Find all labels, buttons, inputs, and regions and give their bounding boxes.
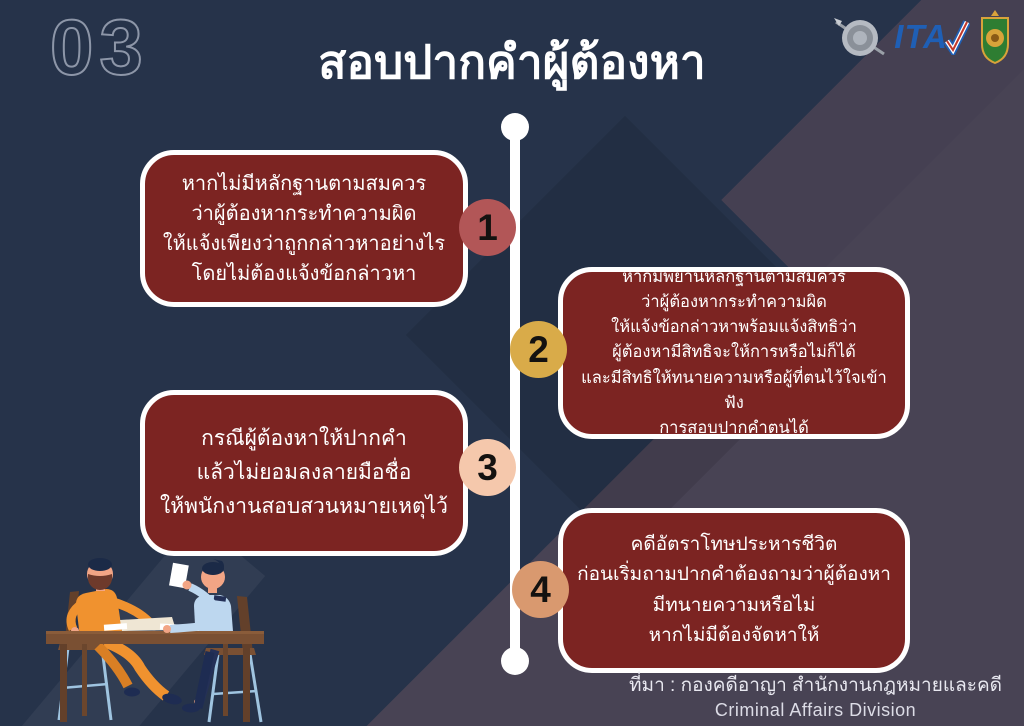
info-box-text-line: หากไม่มีหลักฐานตามสมควร	[181, 172, 427, 195]
timeline-start-dot	[501, 113, 529, 141]
logo-row	[832, 8, 1014, 66]
source-text-thai: ที่มา : กองคดีอาญา สำนักงานกฎหมายและคดี	[629, 674, 1002, 696]
info-box-step-4	[558, 508, 910, 673]
thai-flag-check-icon	[944, 19, 970, 55]
info-box-text-line: และมีสิทธิให้ทนายความหรือผู้ที่ตนไว้ใจเข้าฟัง	[581, 368, 887, 412]
info-box-text-line: ผู้ต้องหามีสิทธิจะให้การหรือไม่ก็ได้	[612, 343, 856, 362]
police-seal-sword-icon	[832, 8, 888, 66]
info-box-text-line: ว่าผู้ต้องหากระทำความผิด	[191, 202, 417, 225]
step-badge-3: 3	[459, 439, 516, 496]
source-footer	[629, 673, 1002, 722]
info-box-text-line: ให้พนักงานสอบสวนหมายเหตุไว้	[160, 495, 448, 518]
info-box-text-line: หากมีพยานหลักฐานตามสมควร	[622, 268, 846, 287]
info-box-text-line: ว่าผู้ต้องหากระทำความผิด	[641, 293, 827, 312]
info-box-step-1	[140, 150, 468, 307]
info-box-text-line: มีทนายความหรือไม่	[652, 594, 816, 616]
ita-logo	[894, 18, 970, 56]
page-title: สอบปากคำผู้ต้องหา	[318, 36, 706, 88]
source-text-english: Criminal Affairs Division	[714, 699, 917, 720]
info-box-text-line: แล้วไม่ยอมลงลายมือชื่อ	[196, 460, 412, 484]
step-badge-1: 1	[459, 199, 516, 256]
interrogation-illustration	[10, 536, 315, 726]
step-badge-2: 2	[510, 321, 567, 378]
police-emblem-icon	[976, 8, 1014, 66]
info-box-text-line: ก่อนเริ่มถามปากคำต้องถามว่าผู้ต้องหา	[577, 564, 891, 586]
info-box-text-line: คดีอัตราโทษประหารชีวิต	[630, 533, 838, 555]
info-box-text-line: ให้แจ้งข้อกล่าวหาพร้อมแจ้งสิทธิว่า	[611, 318, 857, 337]
info-box-step-2	[558, 267, 910, 439]
info-box-step-3	[140, 390, 468, 556]
info-box-text-line: กรณีผู้ต้องหาให้ปากคำ	[201, 426, 407, 450]
step-badge-4: 4	[512, 561, 569, 618]
info-box-text-line: หากไม่มีต้องจัดหาให้	[648, 624, 820, 646]
section-number: 03	[50, 3, 149, 91]
info-box-text-line: การสอบปากคำตนได้	[659, 418, 809, 437]
info-box-text-line: โดยไม่ต้องแจ้งข้อกล่าวหา	[191, 262, 417, 285]
info-box-text-line: ให้แจ้งเพียงว่าถูกกล่าวหาอย่างไร	[162, 232, 446, 255]
ita-logo-text: ITA	[894, 18, 948, 55]
timeline-end-dot	[501, 647, 529, 675]
